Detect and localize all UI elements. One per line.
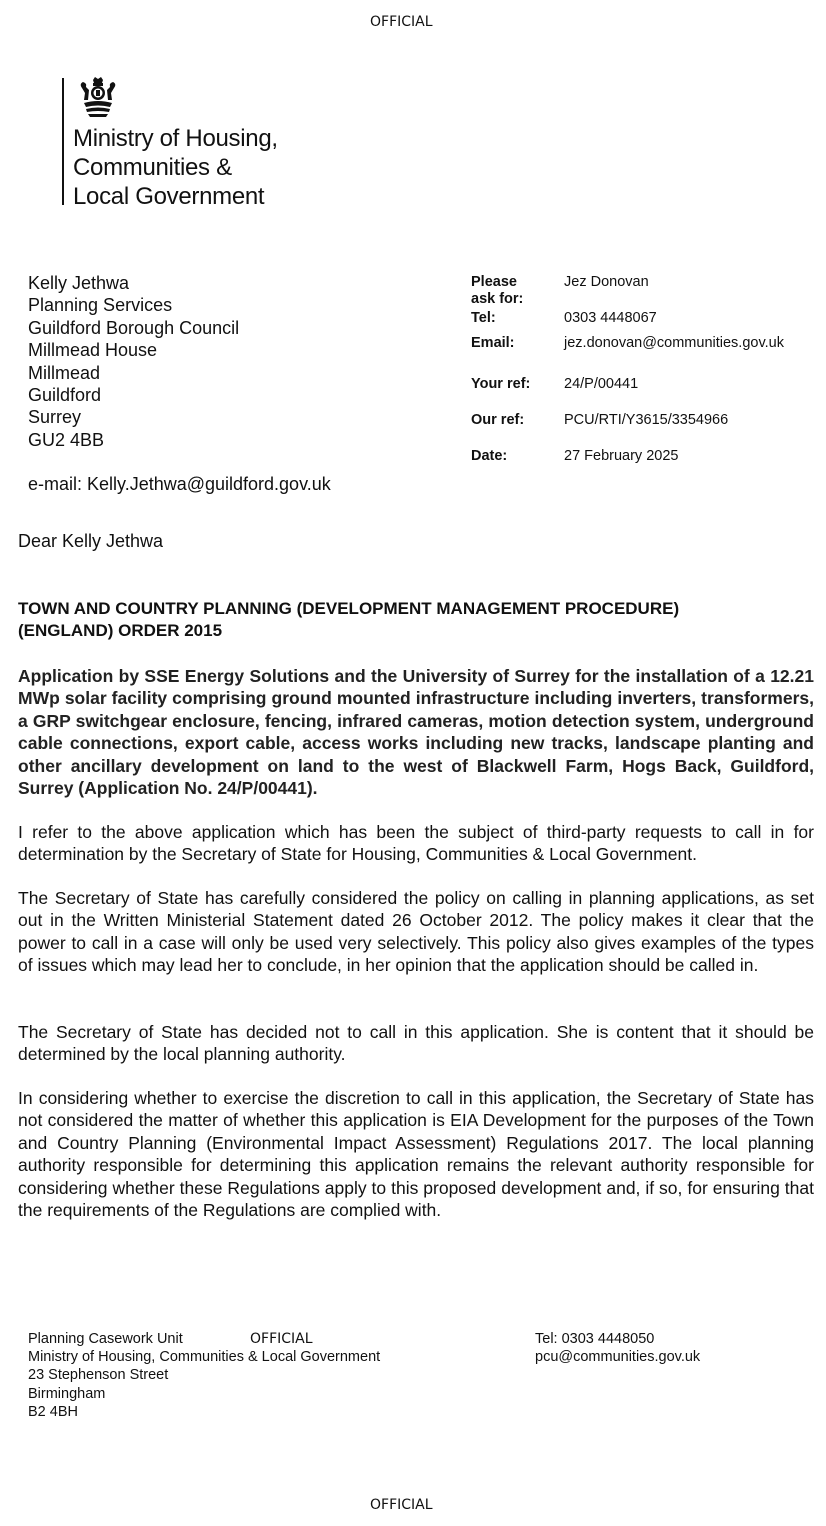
classification-marking-bottom: OFFICIAL	[370, 1497, 433, 1513]
body-paragraph: In considering whether to exercise the discretion to call in this application, the Secretary of State has not considered the matter of whether this application is EIA Development for the purposes of the Town and Country Planning (Environmental Impact Assessment) Regulations 2017. The local planning authority responsible for determining this application remains the relevant authority responsible for considering whether these Regulations apply to this proposed development and, if so, for ensuring that the requirements of the Regulations are complied with.	[18, 1088, 814, 1221]
footer-tel: Tel: 0303 4448050	[535, 1331, 655, 1347]
address-line: Millmead	[28, 362, 101, 383]
footer-address-line: Planning Casework Unit	[28, 1331, 183, 1347]
address-line: Surrey	[28, 407, 82, 428]
classification-marking-middle: OFFICIAL	[250, 1331, 313, 1347]
email-value: jez.donovan@communities.gov.uk	[564, 335, 784, 351]
footer-contact	[535, 1330, 700, 1366]
footer-email: pcu@communities.gov.uk	[535, 1349, 701, 1366]
recipient-email: e-mail: Kelly.Jethwa@guildford.gov.uk	[28, 474, 331, 494]
legislation-heading: TOWN AND COUNTRY PLANNING (DEVELOPMENT MANAGEMENT PROCEDURE) (ENGLAND) ORDER 2015	[18, 599, 680, 640]
address-line: Millmead House	[28, 340, 158, 361]
royal-crest-icon	[76, 76, 120, 118]
salutation: Dear Kelly Jethwa	[18, 531, 164, 551]
body-paragraph: I refer to the above application which has been the subject of third-party requests to call in for determination by the Secretary of State for Housing, Communities & Local Government.	[18, 822, 814, 865]
footer-address-line: Ministry of Housing, Communities & Local Government	[28, 1349, 381, 1366]
your-ref-value: 24/P/00441	[564, 376, 639, 392]
application-subject: Application by SSE Energy Solutions and the University of Surrey for the installation of a 12.21 MWp solar facility comprising ground mounted infrastructure including inverters, transformers, a GRP switchgear enclosure, fencing, infrared cameras, motion detection system, underground cable connections, export cable, access works including new tracks, landscape planting and other ancillary development on land to the west of Blackwell Farm, Hogs Back, Guildford, Surrey (Application No. 24/P/00441).	[18, 666, 814, 799]
please-ask-label-2: ask for:	[471, 291, 524, 307]
date-value: 27 February 2025	[564, 448, 679, 464]
your-ref-label: Your ref:	[471, 376, 531, 392]
footer-address	[28, 1330, 380, 1421]
tel-value: 0303 4448067	[564, 310, 657, 326]
footer-address-line: B2 4BH	[28, 1403, 78, 1420]
our-ref-label: Our ref:	[471, 412, 525, 428]
department-name: Ministry of Housing, Communities & Local Government	[73, 125, 278, 210]
footer-address-line: 23 Stephenson Street	[28, 1367, 169, 1384]
classification-marking-top: OFFICIAL	[370, 14, 433, 30]
address-postcode: GU2 4BB	[28, 429, 105, 450]
tel-label: Tel:	[471, 310, 496, 326]
body-paragraph: The Secretary of State has decided not to call in this application. She is content that it should be determined by the local planning authority.	[18, 1022, 814, 1065]
footer-address-line: Birmingham	[28, 1385, 106, 1402]
our-ref-value: PCU/RTI/Y3615/3354966	[564, 412, 729, 428]
logo-divider	[62, 78, 64, 205]
address-line: Guildford Borough Council	[28, 317, 240, 338]
recipient-name: Kelly Jethwa	[28, 273, 130, 293]
date-label: Date:	[471, 448, 508, 464]
email-label: Email:	[471, 335, 515, 351]
please-ask-label: Please	[471, 274, 517, 290]
address-line: Planning Services	[28, 295, 173, 316]
recipient-address	[28, 272, 239, 451]
please-ask-value: Jez Donovan	[564, 274, 649, 290]
address-line: Guildford	[28, 385, 102, 406]
body-paragraph: The Secretary of State has carefully considered the policy on calling in planning applications, as set out in the Written Ministerial Statement dated 26 October 2012. The policy makes it clear that the power to call in a case will only be used very selectively. This policy also gives examples of the types of issues which may lead her to conclude, in her opinion that the application should be called in.	[18, 888, 814, 976]
